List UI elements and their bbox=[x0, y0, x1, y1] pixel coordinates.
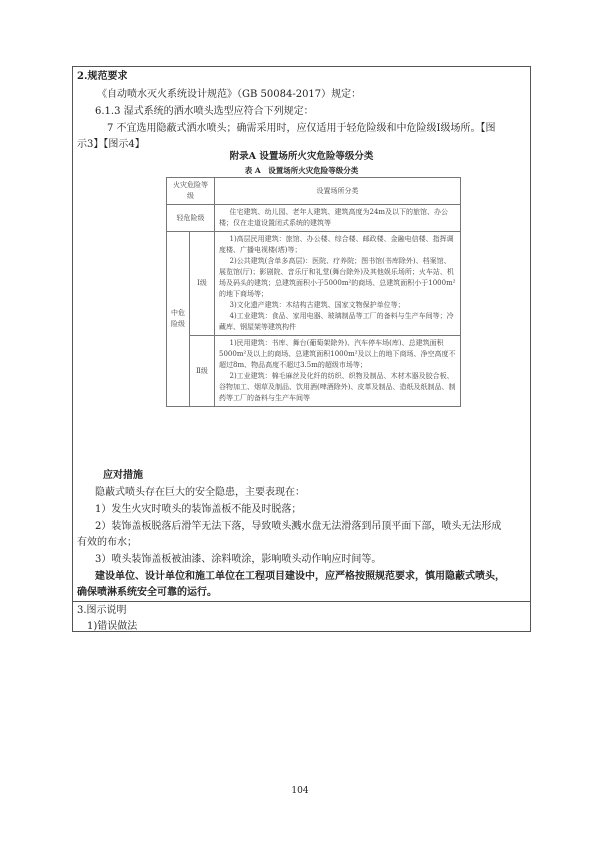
clause-613: 6.1.3 湿式系统的洒水喷头选型应符合下列规定： bbox=[95, 106, 314, 117]
light-hazard-text: 住宅建筑、幼儿园、老年人建筑、建筑高度为24m及以下的旅馆、办公楼；仅在走道设置闭式系统的建筑等 bbox=[219, 208, 449, 227]
measures-title: 应对措施 bbox=[103, 470, 143, 481]
content-frame bbox=[72, 66, 531, 632]
light-hazard-label: 轻危险级 bbox=[167, 205, 215, 232]
measure-1: 1）发生火灾时喷头的装饰盖板不能及时脱落； bbox=[95, 504, 302, 515]
section3-heading: 3.图示说明 bbox=[77, 605, 127, 616]
grade1-item: 4)工业建筑：食品、家用电器、玻璃制品等工厂的备料与生产车间等；冷藏库、钢屋架等建筑构件 bbox=[219, 312, 454, 331]
conclusion-cont: 确保喷淋系统安全可靠的运行。 bbox=[77, 587, 217, 598]
measures-intro: 隐蔽式喷头存在巨大的安全隐患，主要表现在： bbox=[95, 487, 305, 498]
grade1-label: Ⅰ级 bbox=[190, 232, 215, 336]
header-category: 设置场所分类 bbox=[215, 178, 461, 205]
wrong-practice: 1)错误做法 bbox=[87, 621, 138, 632]
measure-2: 2）装饰盖板脱落后滑竿无法下落，导致喷头溅水盘无法滑落到吊顶平面下部，喷头无法形成 bbox=[95, 521, 502, 532]
conclusion: 建设单位、设计单位和施工单位在工程项目建设中，应严格按照规范要求，慎用隐蔽式喷头， bbox=[95, 571, 505, 582]
measure-2-cont: 有效的布水； bbox=[77, 537, 137, 548]
hazard-table bbox=[166, 177, 461, 407]
standard-citation: 《自动喷水灭火系统设计规范》（GB 50084-2017）规定： bbox=[97, 89, 362, 100]
grade2-item: 2)工业建筑：棉毛麻丝及化纤的纺织、织物及制品、木材木器及胶合板、谷物加工、烟草及制品、饮用酒(啤酒除外)、皮革及制品、造纸及纸制品、制药等工厂的备料与生产车间等 bbox=[219, 372, 456, 402]
table-caption: 表 A 设置场所火灾危险等级分类 bbox=[244, 166, 359, 175]
grade2-label: Ⅱ级 bbox=[190, 336, 215, 407]
section-divider bbox=[73, 601, 530, 602]
grade1-item: 2)公共建筑(含单多高层)：医院、疗养院；图书馆(书库除外)、档案馆、展览馆(厅)；影剧院、音乐厅和礼堂(舞台除外)及其他娱乐场所；火车站、机场及码头的建筑；总建筑面积小于5000m²的商场、总建筑面积小于1000m²的地下商场等； bbox=[219, 257, 456, 298]
header-hazard-level: 火灾危险等级 bbox=[167, 178, 215, 205]
section2-heading: 2.规范要求 bbox=[77, 71, 128, 82]
clause-7-cont: 示3】【图示4】 bbox=[77, 139, 145, 150]
page-number: 104 bbox=[291, 786, 309, 796]
medium-hazard-label: 中危险级 bbox=[167, 232, 190, 407]
measure-3: 3）喷头装饰盖板被油漆、涂料喷涂，影响喷头动作响应时间等。 bbox=[95, 554, 382, 565]
grade2-item: 1)民用建筑：书库、舞台(葡萄架除外)、汽车停车场(库)、总建筑面积5000m²及以上的商场、总建筑面积1000m²及以上的地下商场、净空高度不超过8m、物品高度不超过3.5m的超级市场等； bbox=[219, 339, 456, 369]
clause-7: 7 不宜选用隐蔽式洒水喷头；确需采用时，应仅适用于轻危险级和中危险级Ⅰ级场所。【图 bbox=[107, 123, 496, 134]
grade1-item: 1)高层民用建筑：旅馆、办公楼、综合楼、邮政楼、金融电信楼、指挥调度楼、广播电视楼(塔)等； bbox=[219, 235, 454, 254]
appendix-title: 附录A 设置场所火灾危险等级分类 bbox=[229, 151, 374, 162]
grade1-item: 3)文化遗产建筑：木结构古建筑、国家文物保护单位等； bbox=[229, 301, 405, 309]
